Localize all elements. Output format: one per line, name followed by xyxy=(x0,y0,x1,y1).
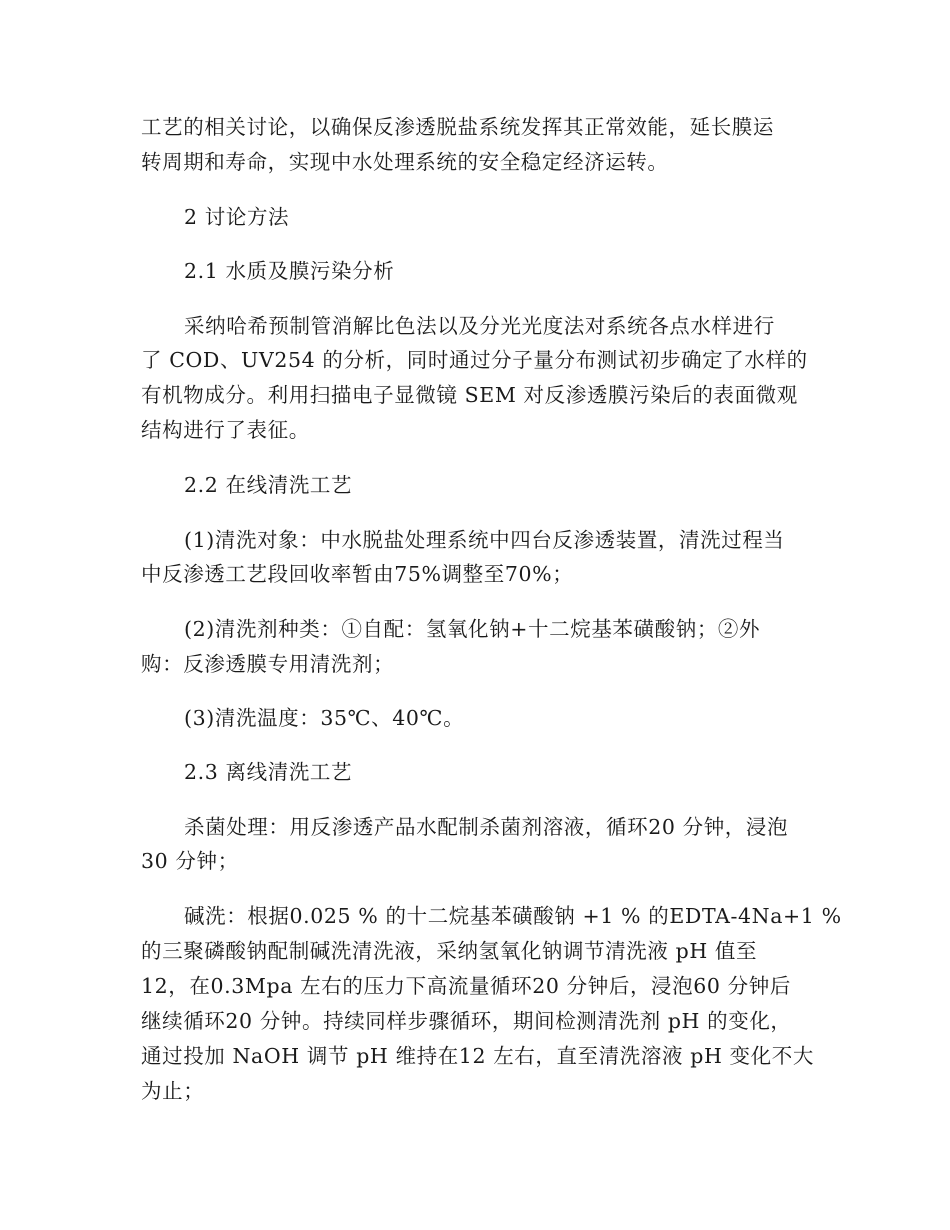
text-line: 了 COD、UV254 的分析，同时通过分子量分布测试初步确定了水样的 xyxy=(141,348,808,372)
text-line: 结构进行了表征。 xyxy=(141,418,310,442)
subsection-heading: 2.3 离线清洗工艺 xyxy=(184,760,353,784)
text-line: 继续循环20 分钟。持续同样步骤循环，期间检测清洗剂 pH 的变化， xyxy=(141,1009,792,1033)
text-line: 的三聚磷酸钠配制碱洗清洗液，采纳氢氧化钠调节清洗液 pH 值至 xyxy=(141,939,758,963)
text-line: 碱洗：根据0.025 % 的十二烷基苯磺酸钠 +1 % 的EDTA-4Na+1 % xyxy=(184,904,842,928)
text-line: 通过投加 NaOH 调节 pH 维持在12 左右，直至清洗溶液 pH 变化不大 xyxy=(141,1044,814,1068)
subsection-heading: 2.1 水质及膜污染分析 xyxy=(184,259,395,283)
text-line: 转周期和寿命，实现中水处理系统的安全稳定经济运转。 xyxy=(141,150,669,174)
subsection-heading: 2.2 在线清洗工艺 xyxy=(184,473,353,497)
text-line: 有机物成分。利用扫描电子显微镜 SEM 对反渗透膜污染后的表面微观 xyxy=(141,383,798,407)
text-line: (3)清洗温度：35℃、40℃。 xyxy=(184,706,465,730)
text-line: 为止； xyxy=(141,1079,205,1103)
text-line: 30 分钟； xyxy=(141,849,239,873)
text-line: 中反渗透工艺段回收率暂由75%调整至70%； xyxy=(141,562,574,586)
section-heading: 2 讨论方法 xyxy=(184,205,290,229)
text-line: 工艺的相关讨论，以确保反渗透脱盐系统发挥其正常效能，延长膜运 xyxy=(141,115,774,139)
text-line: (1)清洗对象：中水脱盐处理系统中四台反渗透装置，清洗过程当 xyxy=(184,528,785,552)
text-line: 杀菌处理：用反渗透产品水配制杀菌剂溶液，循环20 分钟，浸泡 xyxy=(184,815,789,839)
text-line: 购：反渗透膜专用清洗剂； xyxy=(141,652,395,676)
text-line: 12，在0.3Mpa 左右的压力下高流量循环20 分钟后，浸泡60 分钟后 xyxy=(141,974,791,998)
text-line: (2)清洗剂种类：①自配：氢氧化钠+十二烷基苯磺酸钠；②外 xyxy=(184,617,761,641)
text-line: 采纳哈希预制管消解比色法以及分光光度法对系统各点水样进行 xyxy=(184,314,775,338)
